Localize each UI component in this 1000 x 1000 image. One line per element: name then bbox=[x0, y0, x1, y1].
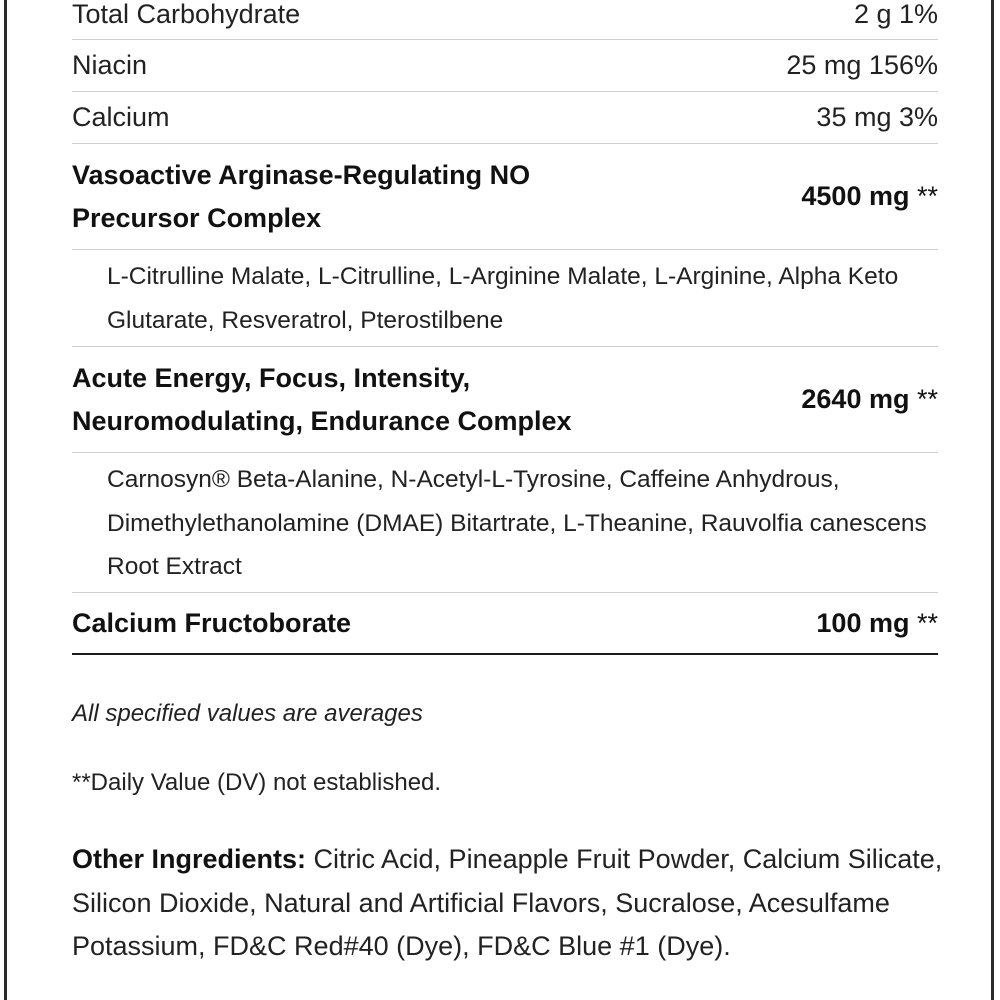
nutrient-amount: 2 g 1% bbox=[853, 0, 938, 29]
dv-marker: ** bbox=[916, 181, 938, 211]
nutrient-name: Niacin bbox=[72, 50, 148, 80]
nutrient-row-total-carbohydrate bbox=[72, 0, 938, 40]
blend-name: Calcium Fructoborate bbox=[72, 607, 352, 638]
nutrient-row-niacin bbox=[72, 40, 938, 92]
blend-amount bbox=[801, 384, 938, 415]
blend-row-no-precursor-complex bbox=[72, 144, 938, 250]
blend-name: Vasoactive Arginase-Regulating NO Precursor Complex bbox=[72, 159, 531, 233]
blend-name: Acute Energy, Focus, Intensity, Neuromodulating, Endurance Complex bbox=[72, 362, 572, 436]
blend-amount-value: 2640 mg bbox=[801, 384, 910, 414]
nutrient-name: Calcium bbox=[72, 102, 170, 132]
blend-ingredients-no-precursor: L-Citrulline Malate, L-Citrulline, L-Arginine Malate, L-Arginine, Alpha Keto Glutarate, Resveratrol, Pterostilbene bbox=[72, 250, 938, 347]
dv-marker: ** bbox=[916, 607, 938, 638]
blend-amount-value: 4500 mg bbox=[801, 181, 910, 211]
blend-amount bbox=[801, 181, 938, 212]
daily-value-note: **Daily Value (DV) not established. bbox=[72, 769, 442, 796]
blend-row-energy-complex bbox=[72, 347, 938, 453]
blend-amount-value: 100 mg bbox=[816, 607, 910, 638]
other-ingredients-text: Citric Acid, Pineapple Fruit Powder, Calcium Silicate, Silicon Dioxide, Natural and Artificial Flavors, Sucralose, Acesulfame Potassium, FD&C Red#40 (Dye), FD&C Blue #1 (Dye). bbox=[72, 844, 943, 961]
supplement-facts-panel bbox=[72, 0, 938, 655]
nutrient-amount: 25 mg 156% bbox=[786, 50, 938, 80]
blend-amount bbox=[816, 608, 938, 639]
averages-note: All specified values are averages bbox=[72, 700, 423, 727]
blend-ingredients-energy: Carnosyn® Beta-Alanine, N-Acetyl-L-Tyrosine, Caffeine Anhydrous, Dimethylethanolamine (DMAE) Bitartrate, L-Theanine, Rauvolfia canescens Root Extract bbox=[72, 453, 938, 593]
other-ingredients bbox=[72, 838, 952, 969]
other-ingredients-label: Other Ingredients: bbox=[72, 844, 307, 874]
dv-marker: ** bbox=[916, 384, 938, 414]
nutrient-row-calcium bbox=[72, 92, 938, 144]
nutrient-name: Total Carbohydrate bbox=[72, 0, 301, 29]
nutrient-amount: 35 mg 3% bbox=[816, 102, 938, 132]
blend-row-calcium-fructoborate bbox=[72, 593, 938, 655]
